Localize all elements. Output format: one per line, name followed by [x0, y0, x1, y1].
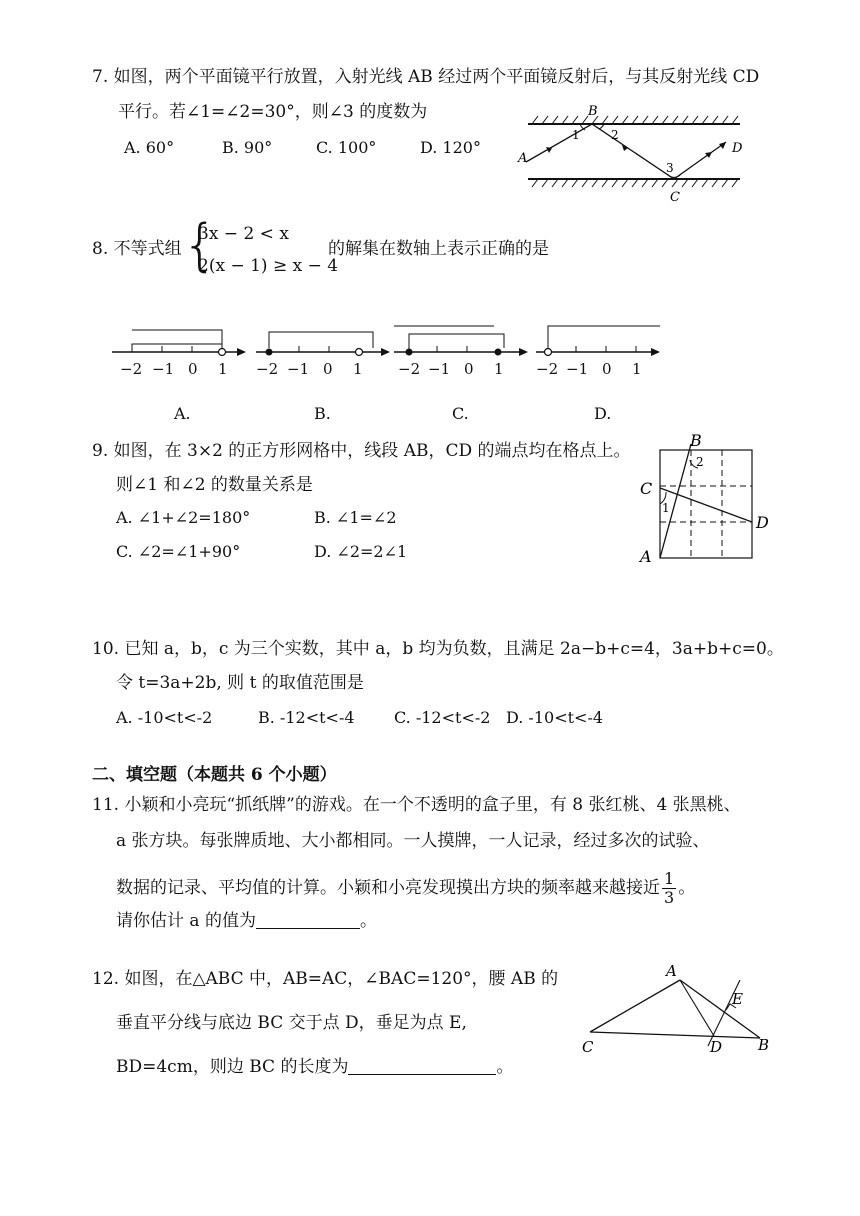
q12-label-a: A: [666, 962, 677, 980]
q9-label-a: A: [640, 547, 652, 566]
q8-d-tick-n2: −2: [536, 360, 559, 378]
q12-label-c: C: [582, 1038, 594, 1056]
q12-text-line3: [116, 1056, 513, 1078]
q11-fraction-denominator: 3: [664, 888, 675, 907]
q9-text-line1: 9. 如图，在 3×2 的正方形网格中，线段 AB，CD 的端点均在格点上。: [92, 441, 631, 461]
q11-text-line1: 11. 小颖和小亮玩“抓纸牌”的游戏。在一个不透明的盒子里，有 8 张红桃、4 张黑桃、: [92, 795, 741, 815]
q9-label-d: D: [756, 513, 769, 532]
q12-label-d: D: [710, 1038, 723, 1056]
q12-text-line1: 12. 如图，在△ABC 中，AB=AC，∠BAC=120°，腰 AB 的: [92, 969, 559, 989]
q12-text-line2: 垂直平分线与底边 BC 交于点 D，垂足为点 E,: [116, 1013, 467, 1033]
q8-c-tick-1: 1: [494, 360, 504, 378]
q7-angle-3-label: 3: [666, 161, 674, 175]
q8-d-tick-n1: −1: [566, 360, 589, 378]
q11-text-line4: [116, 910, 377, 932]
q7-label-d: D: [732, 141, 743, 156]
q9-text-line2: 则∠1 和∠2 的数量关系是: [116, 475, 313, 495]
q11-fraction-numerator: 1: [664, 869, 675, 888]
q7-label-a: A: [518, 151, 528, 166]
q7-option-b: B. 90°: [222, 138, 273, 157]
q8-prefix: 8. 不等式组: [92, 239, 182, 259]
q9-option-b: B. ∠1=∠2: [314, 508, 397, 527]
q9-angle-1-label: 1: [662, 501, 670, 515]
q8-c-tick-n1: −1: [428, 360, 451, 378]
q7-text-line2: 平行。若∠1=∠2=30°，则∠3 的度数为: [118, 102, 428, 122]
q10-option-b: B. -12<t<-4: [258, 708, 355, 727]
q7-options: [124, 138, 504, 158]
q9-label-c: C: [640, 479, 653, 498]
q8-inequality-1: 3x − 2 < x: [198, 224, 289, 244]
q12-text-line3-end: 。: [496, 1057, 514, 1077]
q10-option-d: D. -10<t<-4: [506, 708, 604, 727]
q8-b-tick-0: 0: [323, 360, 333, 378]
q7-mirror-figure: [514, 102, 754, 207]
q11-text-line4-end: 。: [359, 911, 377, 931]
q12-label-b: B: [758, 1036, 770, 1054]
q12-question: BD=4cm，则边 BC 的长度为: [116, 1057, 349, 1077]
q8-c-tick-n2: −2: [398, 360, 421, 378]
q11-question: 请你估计 a 的值为: [116, 911, 256, 931]
q11-answer-blank[interactable]: [256, 910, 360, 929]
q9-option-c: C. ∠2=∠1+90°: [116, 542, 241, 561]
q8-a-tick-n2: −2: [120, 360, 143, 378]
q11-text-line2: a 张方块。每张牌质地、大小都相同。一人摸牌，一人记录，经过多次的试验、: [116, 831, 710, 851]
q9-angle-2-label: 2: [696, 455, 704, 469]
q8-brace-icon: {: [182, 213, 218, 278]
q8-inequality-2: 2(x − 1) ≥ x − 4: [198, 256, 339, 276]
q10-option-c: C. -12<t<-2: [394, 708, 491, 727]
q11-fraction: [662, 870, 676, 907]
q10-option-a: A. -10<t<-2: [116, 708, 213, 727]
q8-c-tick-0: 0: [464, 360, 474, 378]
q7-angle-2-label: 2: [611, 128, 619, 142]
q10-text-line2: 令 t=3a+2b, 则 t 的取值范围是: [116, 673, 364, 693]
q9-label-b: B: [690, 431, 702, 450]
q8-choice-b: B.: [314, 404, 331, 423]
q8-a-tick-0: 0: [188, 360, 198, 378]
q7-label-c: C: [670, 190, 680, 205]
q8-choice-d: D.: [594, 404, 612, 423]
q8-suffix: 的解集在数轴上表示正确的是: [328, 239, 549, 259]
q8-d-tick-0: 0: [602, 360, 612, 378]
q11-text-line3-main: 数据的记录、平均值的计算。小颖和小亮发现摸出方块的频率越来越接近: [116, 878, 660, 898]
q7-option-a: A. 60°: [124, 138, 175, 157]
q7-text-line1: 7. 如图，两个平面镜平行放置，入射光线 AB 经过两个平面镜反射后，与其反射光线 CD: [92, 67, 760, 87]
q8-a-tick-1: 1: [218, 360, 228, 378]
q12-answer-blank[interactable]: [348, 1056, 496, 1075]
q9-option-d: D. ∠2=2∠1: [314, 542, 408, 561]
q12-triangle-figure: [578, 960, 778, 1060]
q8-choice-c: C.: [452, 404, 469, 423]
section-2-heading: 二、填空题（本题共 6 个小题）: [92, 765, 337, 785]
q8-b-tick-n1: −1: [287, 360, 310, 378]
q7-label-b: B: [588, 104, 598, 119]
q9-option-a: A. ∠1+∠2=180°: [116, 508, 251, 527]
q12-label-e: E: [732, 990, 743, 1008]
q8-a-tick-n1: −1: [152, 360, 175, 378]
q10-text-line1: 10. 已知 a，b，c 为三个实数，其中 a，b 均为负数，且满足 2a−b+c=4，3a+b+c=0。: [92, 639, 784, 659]
q8-b-tick-1: 1: [353, 360, 363, 378]
q8-inequality-system: [182, 213, 339, 284]
q7-angle-1-label: 1: [572, 128, 580, 142]
q7-option-d: D. 120°: [420, 138, 481, 157]
q8-b-tick-n2: −2: [256, 360, 279, 378]
q8-d-tick-1: 1: [632, 360, 642, 378]
q11-text-line3-end: 。: [678, 878, 696, 898]
q8-choice-a: A.: [174, 404, 191, 423]
q11-text-line3: [116, 870, 695, 907]
q9-grid-figure: [636, 430, 776, 568]
q7-option-c: C. 100°: [316, 138, 377, 157]
